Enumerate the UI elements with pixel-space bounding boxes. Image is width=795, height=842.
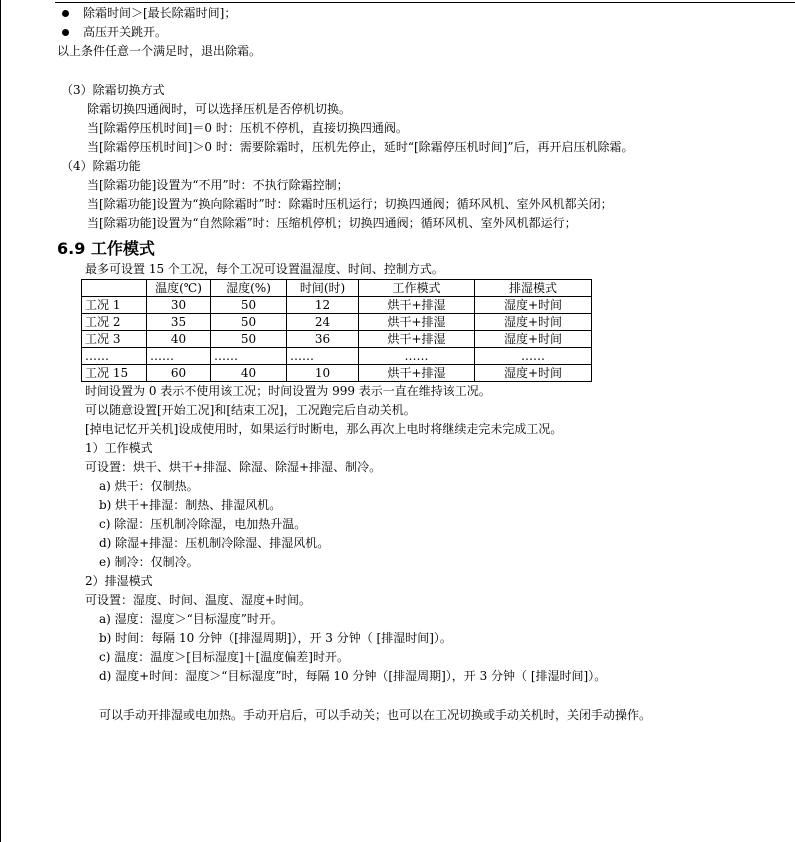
table-cell: 50 [211, 331, 287, 348]
table-row [82, 297, 592, 314]
note-line: [掉电记忆开关机]设成使用时，如果运行时断电，那么再次上电时将继续走完未完成工况。 [85, 422, 563, 436]
table-cell: …… [211, 348, 287, 365]
table-cell: 24 [287, 314, 359, 331]
switch-section-heading: （3）除霜切换方式 [61, 83, 165, 97]
table-cell: 40 [147, 331, 211, 348]
table-row [82, 331, 592, 348]
table-cell: 烘干+排湿 [359, 365, 475, 382]
bullet-item: 除霜时间＞[最长除霜时间]； [57, 4, 787, 23]
exhaust-mode-options: 可设置：湿度、时间、温度、湿度+时间。 [85, 593, 312, 607]
list-item: c) 温度：温度＞[目标湿度]＋[温度偏差]时开。 [99, 650, 349, 664]
list-item: c) 除湿：压机制冷除湿，电加热升温。 [99, 517, 307, 531]
table-header-cell: 温度(℃) [147, 280, 211, 297]
table-cell: …… [475, 348, 592, 365]
conditions-table [81, 279, 592, 382]
exhaust-mode-heading: 2）排湿模式 [85, 574, 153, 588]
work-mode-options: 可设置：烘干、烘干+排湿、除湿、除湿+排湿、制冷。 [85, 460, 382, 474]
list-item: b) 时间：每隔 10 分钟（[排湿周期]），开 3 分钟（ [排湿时间]）。 [99, 631, 452, 645]
list-item: a) 湿度：湿度＞“目标湿度”时开。 [99, 612, 283, 626]
table-cell: 工况 15 [82, 365, 147, 382]
table-cell: 36 [287, 331, 359, 348]
table-cell: 烘干+排湿 [359, 297, 475, 314]
table-header-row [82, 280, 592, 297]
list-item: d) 湿度+时间：湿度＞“目标湿度”时，每隔 10 分钟（[排湿周期]），开 3 分钟（ [排湿时间]）。 [99, 669, 607, 683]
bullet-icon [62, 29, 69, 36]
table-cell: …… [359, 348, 475, 365]
table-cell: 工况 1 [82, 297, 147, 314]
table-cell: 湿度+时间 [475, 297, 592, 314]
note-line: 时间设置为 0 表示不使用该工况；时间设置为 999 表示一直在维持该工况。 [85, 384, 491, 398]
table-cell: …… [287, 348, 359, 365]
exit-condition-text: 以上条件任意一个满足时，退出除霜。 [57, 44, 262, 58]
function-section-heading: （4）除霜功能 [61, 159, 141, 173]
table-cell: 工况 3 [82, 331, 147, 348]
note-line: 可以随意设置[开始工况]和[结束工况]，工况跑完后自动关机。 [85, 403, 416, 417]
table-cell: 50 [211, 314, 287, 331]
table-cell: 工况 2 [82, 314, 147, 331]
paragraph-line: 当[除霜停压机时间]＝0 时：压机不停机，直接切换四通阀。 [87, 121, 408, 135]
document-body [57, 4, 787, 725]
table-cell: 50 [211, 297, 287, 314]
table-header-cell [82, 280, 147, 297]
table-cell: 35 [147, 314, 211, 331]
left-margin-rule [0, 0, 1, 842]
table-cell: 烘干+排湿 [359, 331, 475, 348]
bullet-icon [62, 10, 69, 17]
table-row [82, 314, 592, 331]
table-cell: 12 [287, 297, 359, 314]
table-cell: 湿度+时间 [475, 331, 592, 348]
table-row [82, 348, 592, 365]
list-item: b) 烘干+排湿：制热、排湿风机。 [99, 498, 282, 512]
header-rule [55, 2, 795, 3]
table-header-cell: 时间(时) [287, 280, 359, 297]
table-cell: …… [147, 348, 211, 365]
section-title: 6.9 工作模式 [57, 239, 155, 258]
table-cell: …… [82, 348, 147, 365]
table-cell: 烘干+排湿 [359, 314, 475, 331]
table-cell: 30 [147, 297, 211, 314]
list-item: d) 除湿+排湿：压机制冷除湿、排湿风机。 [99, 536, 330, 550]
table-cell: 40 [211, 365, 287, 382]
paragraph-line: 除霜切换四通阀时，可以选择压机是否停机切换。 [87, 102, 352, 116]
work-mode-heading: 1）工作模式 [85, 441, 153, 455]
paragraph-line: 当[除霜功能]设置为“换向除霜时”时：除霜时压机运行；切换四通阀；循环风机、室外风机都关闭； [87, 197, 613, 211]
list-item: e) 制冷：仅制冷。 [99, 555, 199, 569]
paragraph-line: 当[除霜功能]设置为“不用”时：不执行除霜控制； [87, 178, 349, 192]
table-cell: 60 [147, 365, 211, 382]
table-header-cell: 排湿模式 [475, 280, 592, 297]
table-header-cell: 湿度(%) [211, 280, 287, 297]
table-cell: 湿度+时间 [475, 365, 592, 382]
table-row [82, 365, 592, 382]
table-header-cell: 工作模式 [359, 280, 475, 297]
closing-paragraph: 可以手动开排湿或电加热。手动开启后，可以手动关；也可以在工况切换或手动关机时，关闭手动操作。 [99, 708, 652, 722]
table-cell: 湿度+时间 [475, 314, 592, 331]
intro-text: 最多可设置 15 个工况，每个工况可设置温湿度、时间、控制方式。 [85, 262, 444, 276]
list-item: a) 烘干：仅制热。 [99, 479, 199, 493]
table-cell: 10 [287, 365, 359, 382]
paragraph-line: 当[除霜停压机时间]＞0 时：需要除霜时，压机先停止，延时“[除霜停压机时间]”后，再开启压机除霜。 [87, 140, 634, 154]
paragraph-line: 当[除霜功能]设置为“自然除霜”时：压缩机停机；切换四通阀；循环风机、室外风机都运行； [87, 216, 577, 230]
bullet-item: 高压开关跳开。 [57, 23, 787, 42]
